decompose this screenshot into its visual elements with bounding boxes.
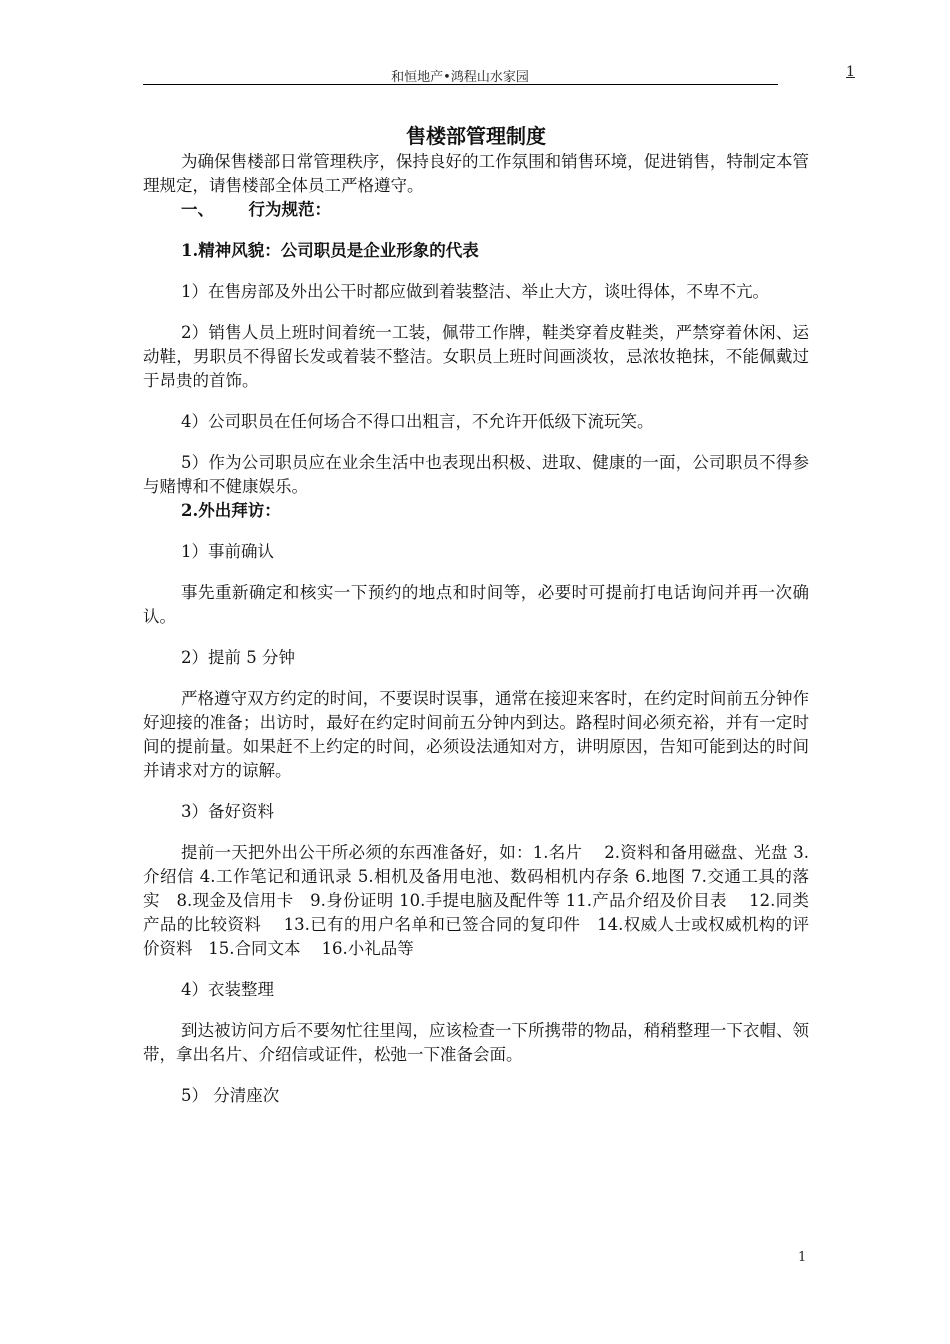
running-header: 和恒地产•鸿程山水家园: [391, 70, 529, 85]
item-heading: 4）衣装整理: [181, 980, 274, 999]
paragraph: 事先重新确定和核实一下预约的地点和时间等，必要时可提前打电话询问并再一次确认。: [143, 583, 809, 626]
header-divider: [143, 84, 778, 85]
item-heading: 5） 分清座次: [181, 1086, 280, 1105]
paragraph: 提前一天把外出公干所必须的东西准备好，如：1.名片 2.资料和备用磁盘、光盘 3.介绍信 4.工作笔记和通讯录 5.相机及备用电池、数码相机内存条 6.地图 7.交通工具的落实 8.现金及信用卡 9.身份证明 10.手提电脑及配件等 11.产品介绍及价目表 12.同类产品的比较资料 13.已有的用户名单和已签合同的复印件 14.权威人士或权威机构的评价资料 15.合同文本 16.小礼品等: [143, 843, 809, 958]
item-heading: 2）提前 5 分钟: [181, 648, 295, 667]
paragraph: 2）销售人员上班时间着统一工装，佩带工作牌，鞋类穿着皮鞋类，严禁穿着休闲、运动鞋，男职员不得留长发或着装不整洁。女职员上班时间画淡妆，忌浓妆艳抹，不能佩戴过于昂贵的首饰。: [143, 323, 809, 390]
subsection-heading-spirit: 1.精神风貌：公司职员是企业形象的代表: [181, 241, 479, 260]
item-heading: 1）事前确认: [181, 542, 274, 561]
footer-page-number: 1: [798, 1250, 807, 1265]
paragraph: 严格遵守双方约定的时间，不要误时误事，通常在接迎来客时，在约定时间前五分钟作好迎接的准备；出访时，最好在约定时间前五分钟内到达。路程时间必须充裕，并有一定时间的提前量。如果赶不上约定的时间，必须设法通知对方，讲明原因，告知可能到达的时间并请求对方的谅解。: [143, 689, 809, 780]
header-page-number: 1: [846, 64, 855, 80]
section-heading-1: 一、 行为规范：: [181, 200, 331, 219]
paragraph: 5）作为公司职员应在业余生活中也表现出积极、进取、健康的一面，公司职员不得参与赌博和不健康娱乐。: [143, 453, 809, 496]
document-body: [143, 122, 809, 1108]
subsection-heading-visit: 2.外出拜访：: [181, 501, 281, 520]
item-heading: 3）备好资料: [181, 802, 274, 821]
document-title: 售楼部管理制度: [406, 124, 546, 148]
intro-paragraph: 为确保售楼部日常管理秩序，保持良好的工作氛围和销售环境，促进销售，特制定本管理规定，请售楼部全体员工严格遵守。: [143, 152, 809, 195]
paragraph: 1）在售房部及外出公干时都应做到着装整洁、举止大方，谈吐得体，不卑不亢。: [181, 282, 769, 301]
paragraph: 到达被访问方后不要匆忙往里闯，应该检查一下所携带的物品，稍稍整理一下衣帽、领带，拿出名片、介绍信或证件，松弛一下准备会面。: [143, 1021, 809, 1064]
paragraph: 4）公司职员在任何场合不得口出粗言，不允许开低级下流玩笑。: [181, 412, 654, 431]
